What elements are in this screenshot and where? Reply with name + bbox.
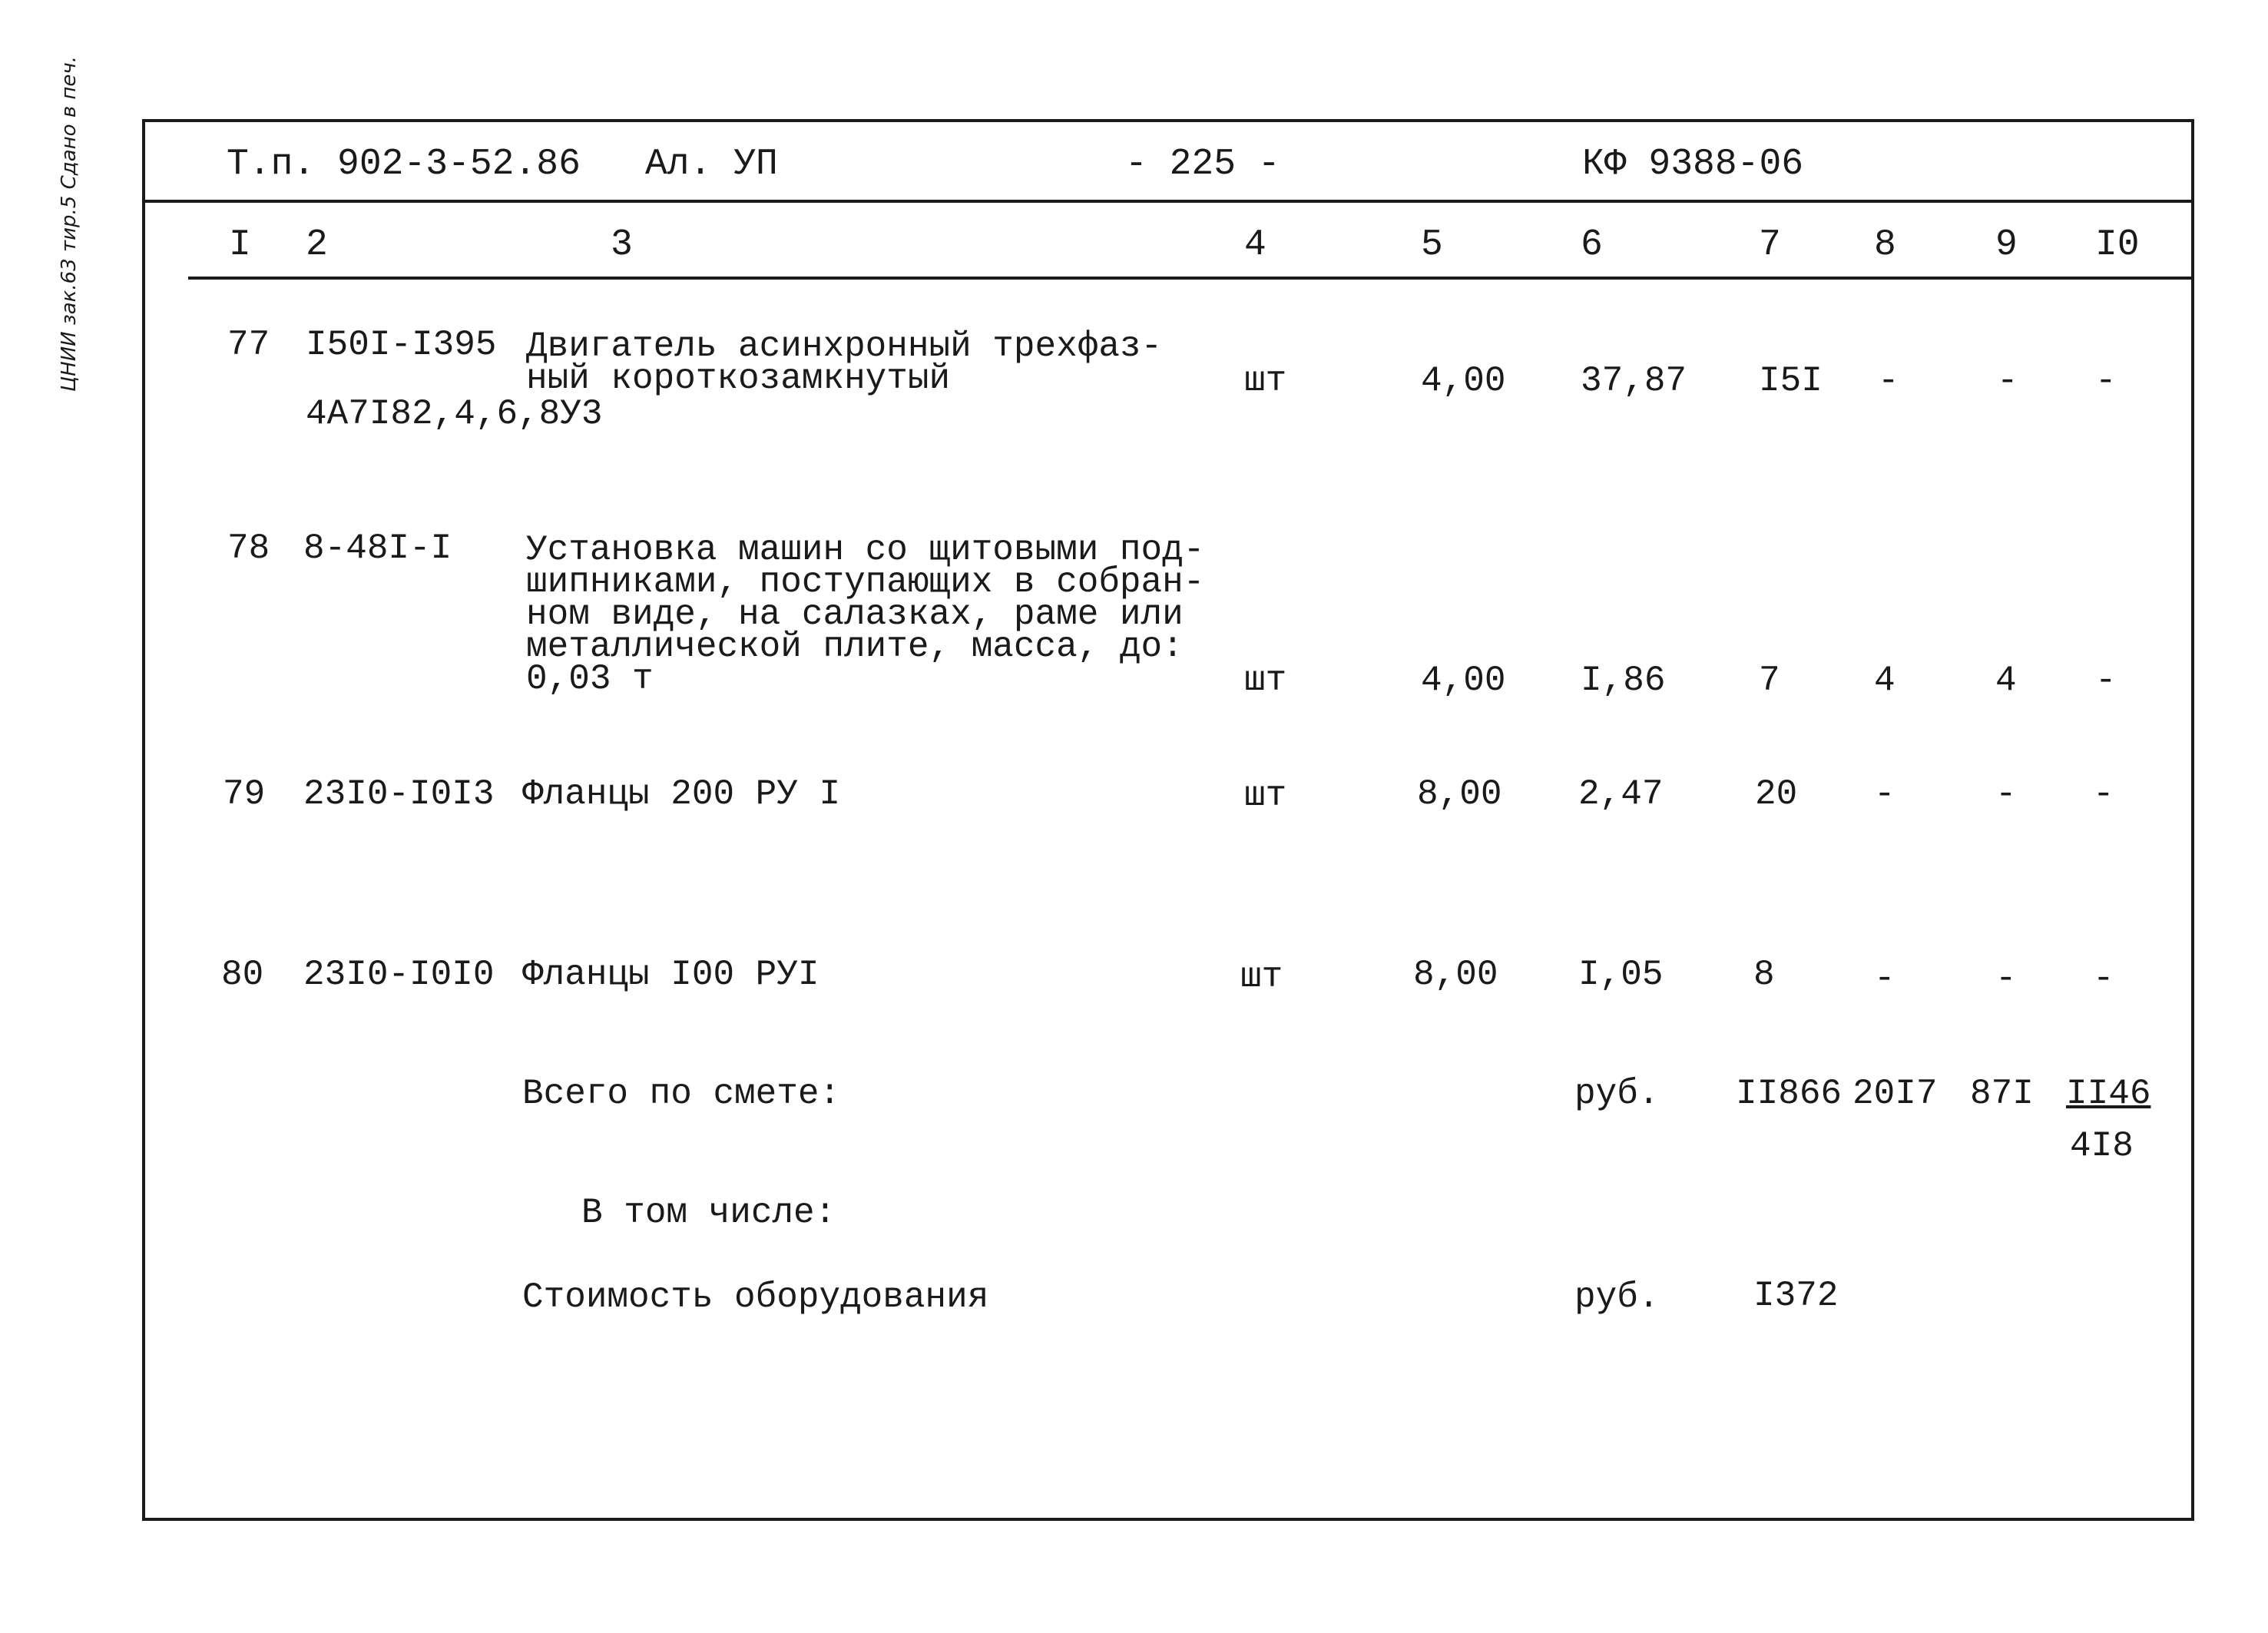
row-number: 77 xyxy=(227,325,270,365)
row-col8: 4 xyxy=(1874,661,1896,701)
column-header: 9 xyxy=(1995,224,2018,266)
row-price: 2,47 xyxy=(1578,774,1664,814)
row-number: 80 xyxy=(221,955,264,995)
including-label: В том числе: xyxy=(581,1193,836,1233)
row-description: Фланцы 200 РУ I xyxy=(522,774,841,814)
equipment-value: I372 xyxy=(1753,1276,1839,1316)
column-header: I0 xyxy=(2095,224,2140,266)
column-header: 6 xyxy=(1581,224,1603,266)
row-price: I,05 xyxy=(1578,955,1664,995)
row-quantity: 8,00 xyxy=(1413,955,1498,995)
row-quantity: 4,00 xyxy=(1421,661,1506,701)
column-header: 8 xyxy=(1874,224,1896,266)
totals-col8: 20I7 xyxy=(1852,1074,1938,1114)
row-code: I50I-I395 xyxy=(306,325,497,365)
row-quantity: 4,00 xyxy=(1421,361,1506,401)
column-header: 5 xyxy=(1421,224,1443,266)
column-header: 2 xyxy=(306,224,328,266)
side-stamp: ЦНИИ зак.63 тир.5 Сдано в печ. xyxy=(58,55,81,392)
row-col9: - xyxy=(1995,959,2017,999)
row-code-2: 4А7I82,4,6,8У3 xyxy=(306,394,603,434)
row-col8: - xyxy=(1878,361,1899,401)
row-code: 23I0-I0I0 xyxy=(303,955,495,995)
row-col8: - xyxy=(1874,774,1896,814)
column-header: I xyxy=(229,224,251,266)
totals-col7: II866 xyxy=(1736,1074,1843,1114)
column-header: 7 xyxy=(1759,224,1781,266)
row-quantity: 8,00 xyxy=(1417,774,1502,814)
totals-unit: руб. xyxy=(1574,1074,1660,1114)
row-total: 8 xyxy=(1753,955,1775,995)
project-number: Т.п. 902-3-52.86 xyxy=(227,144,581,185)
row-col10: - xyxy=(2093,774,2114,814)
row-number: 78 xyxy=(227,528,270,568)
column-header: 4 xyxy=(1244,224,1266,266)
totals-label: Всего по смете: xyxy=(522,1074,841,1114)
row-col9: - xyxy=(1995,774,2017,814)
row-col10: - xyxy=(2095,661,2117,701)
row-unit: шт xyxy=(1244,661,1287,701)
document-code: КФ 9388-06 xyxy=(1582,144,1804,185)
totals-col9: 87I xyxy=(1970,1074,2034,1114)
row-number: 79 xyxy=(223,774,266,814)
row-price: 37,87 xyxy=(1581,361,1687,401)
column-header: 3 xyxy=(611,224,633,266)
row-code: 8-48I-I xyxy=(303,528,452,568)
row-total: 7 xyxy=(1759,661,1780,701)
totals-col10-bottom: 4I8 xyxy=(2070,1126,2134,1166)
row-col10: - xyxy=(2095,361,2117,401)
row-total: I5I xyxy=(1759,361,1823,401)
page-number: - 225 - xyxy=(1125,144,1280,185)
row-description: Двигатель асинхронный трехфаз- ный короткозамкнутый xyxy=(526,326,1163,399)
row-description: Установка машин со щитовыми под- шипниками, поступающих в собран- ном виде, на салазках, раме или металлической плите, масса, до: 0,03 т xyxy=(526,530,1205,699)
row-unit: шт xyxy=(1244,776,1287,816)
row-col10: - xyxy=(2093,959,2114,999)
header-divider xyxy=(142,200,2194,203)
row-total: 20 xyxy=(1755,774,1798,814)
album-label: Ал. УП xyxy=(645,144,778,185)
column-header-divider xyxy=(188,277,2194,280)
row-col9: 4 xyxy=(1995,661,2017,701)
row-description: Фланцы I00 РУI xyxy=(522,955,819,995)
row-price: I,86 xyxy=(1581,661,1666,701)
totals-col10-top: II46 xyxy=(2066,1074,2151,1114)
row-col9: - xyxy=(1997,361,2018,401)
row-unit: шт xyxy=(1240,957,1283,997)
equipment-label: Стоимость оборудования xyxy=(522,1277,989,1317)
row-unit: шт xyxy=(1244,361,1287,401)
row-code: 23I0-I0I3 xyxy=(303,774,495,814)
row-col8: - xyxy=(1874,959,1896,999)
equipment-unit: руб. xyxy=(1574,1277,1660,1317)
